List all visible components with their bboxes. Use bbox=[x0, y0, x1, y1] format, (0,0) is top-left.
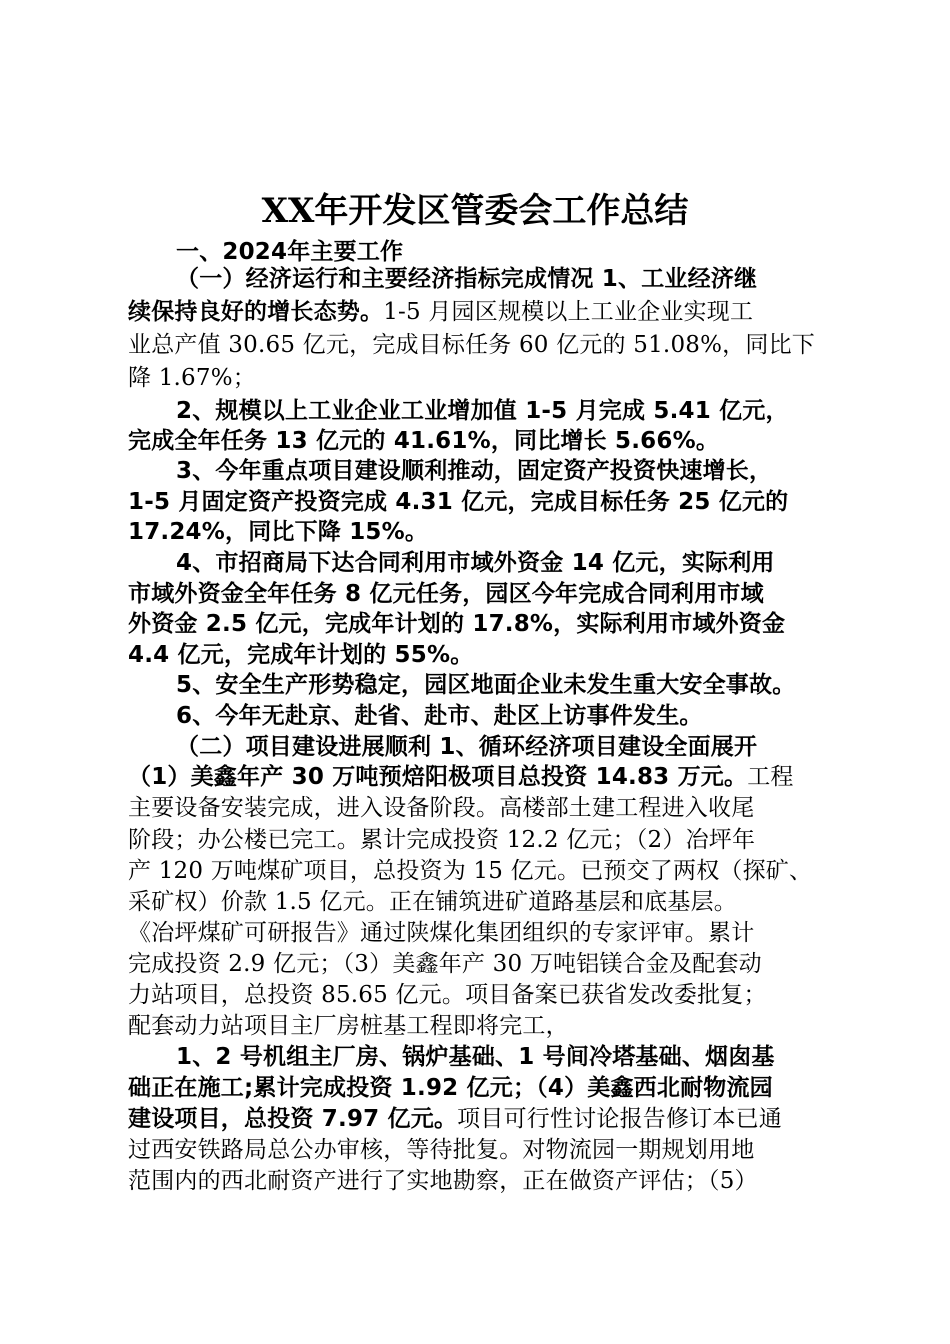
text-run: 《冶坪煤矿可研报告》通过陕煤化集团组织的专家评审。累计 bbox=[128, 920, 755, 946]
text-line bbox=[128, 424, 832, 458]
text-line bbox=[128, 454, 832, 488]
text-line bbox=[128, 1071, 832, 1105]
text-run: 范围内的西北耐资产进行了实地勘察，正在做资产评估；（5） bbox=[128, 1168, 758, 1194]
text-run: 完成全年任务 13 亿元的 41.61%，同比增长 5.66%。 bbox=[128, 428, 720, 454]
text-line bbox=[128, 515, 832, 549]
text-run: 外资金 2.5 亿元，完成年计划的 17.8%，实际利用市域外资金 bbox=[128, 611, 786, 637]
text-run: 产 120 万吨煤矿项目，总投资为 15 亿元。已预交了两权（探矿、 bbox=[128, 858, 813, 884]
text-line bbox=[128, 1040, 832, 1074]
text-run: 项目可行性讨论报告修订本已通 bbox=[457, 1106, 782, 1132]
text-line bbox=[128, 730, 832, 764]
text-run: 础正在施工;累计完成投资 1.92 亿元；（4）美鑫西北耐物流园 bbox=[128, 1075, 773, 1101]
text-run: 一、2024年主要工作 bbox=[176, 239, 404, 265]
text-line bbox=[128, 854, 832, 888]
text-line bbox=[128, 295, 832, 329]
text-line bbox=[128, 361, 832, 395]
text-run: 6、今年无赴京、赴省、赴市、赴区上访事件发生。 bbox=[176, 703, 703, 729]
text-run: 市域外资金全年任务 8 亿元任务，园区今年完成合同利用市域 bbox=[128, 581, 764, 607]
text-run: 力站项目，总投资 85.65 亿元。项目备案已获省发改委批复； bbox=[128, 982, 767, 1008]
text-line bbox=[128, 638, 832, 672]
text-run: 1-5 月固定资产投资完成 4.31 亿元，完成目标任务 25 亿元的 bbox=[128, 489, 789, 515]
text-line bbox=[128, 546, 832, 580]
text-line bbox=[128, 668, 832, 702]
text-run: （一）经济运行和主要经济指标完成情况 1、工业经济继 bbox=[176, 266, 758, 292]
text-run: 2、规模以上工业企业工业增加值 1-5 月完成 5.41 亿元， bbox=[176, 398, 789, 424]
text-run: 1、2 号机组主厂房、锅炉基础、1 号间冷塔基础、烟囱基 bbox=[176, 1044, 775, 1070]
text-line bbox=[128, 577, 832, 611]
text-line bbox=[128, 1102, 832, 1136]
text-line bbox=[128, 823, 832, 857]
text-run: 业总产值 30.65 亿元，完成目标任务 60 亿元的 51.08%，同比下 bbox=[128, 332, 815, 358]
text-run: 阶段；办公楼已完工。累计完成投资 12.2 亿元；（2）冶坪年 bbox=[128, 827, 756, 853]
text-line bbox=[128, 916, 832, 950]
text-line bbox=[128, 394, 832, 428]
text-line bbox=[128, 699, 832, 733]
text-line bbox=[128, 262, 832, 296]
text-line bbox=[128, 1133, 832, 1167]
text-run: 4、市招商局下达合同利用市域外资金 14 亿元，实际利用 bbox=[176, 550, 775, 576]
text-run: 完成投资 2.9 亿元；（3）美鑫年产 30 万吨铝镁合金及配套动 bbox=[128, 951, 762, 977]
text-run: 1-5 月园区规模以上工业企业实现工 bbox=[383, 299, 754, 325]
text-line bbox=[128, 760, 832, 794]
text-run: 过西安铁路局总公办审核，等待批复。对物流园一期规划用地 bbox=[128, 1137, 755, 1163]
document-title: XX年开发区管委会工作总结 bbox=[261, 191, 689, 231]
text-run: 采矿权）价款 1.5 亿元。正在铺筑进矿道路基层和底基层。 bbox=[128, 889, 737, 915]
text-line bbox=[128, 328, 832, 362]
text-line bbox=[128, 1164, 832, 1198]
text-run: 5、安全生产形势稳定，园区地面企业未发生重大安全事故。 bbox=[176, 672, 796, 698]
text-run: 工程 bbox=[747, 764, 794, 790]
text-run: 配套动力站项目主厂房桩基工程即将完工， bbox=[128, 1013, 569, 1039]
text-run: 17.24%，同比下降 15%。 bbox=[128, 519, 429, 545]
text-run: 续保持良好的增长态势。 bbox=[128, 299, 384, 325]
text-line bbox=[128, 885, 832, 919]
text-line bbox=[128, 947, 832, 981]
text-run: 建设项目，总投资 7.97 亿元。 bbox=[128, 1106, 458, 1132]
text-line bbox=[128, 485, 832, 519]
text-run: 3、今年重点项目建设顺利推动，固定资产投资快速增长， bbox=[176, 458, 773, 484]
text-line bbox=[128, 791, 832, 825]
text-line bbox=[128, 607, 832, 641]
text-run: 主要设备安装完成，进入设备阶段。高楼部土建工程进入收尾 bbox=[128, 795, 755, 821]
text-run: 4.4 亿元，完成年计划的 55%。 bbox=[128, 642, 474, 668]
text-run: （二）项目建设进展顺利 1、循环经济项目建设全面展开 bbox=[176, 734, 758, 760]
text-run: 降 1.67%； bbox=[128, 365, 256, 391]
text-run: （1）美鑫年产 30 万吨预焙阳极项目总投资 14.83 万元。 bbox=[128, 764, 748, 790]
text-line bbox=[128, 978, 832, 1012]
text-line bbox=[128, 1009, 832, 1043]
